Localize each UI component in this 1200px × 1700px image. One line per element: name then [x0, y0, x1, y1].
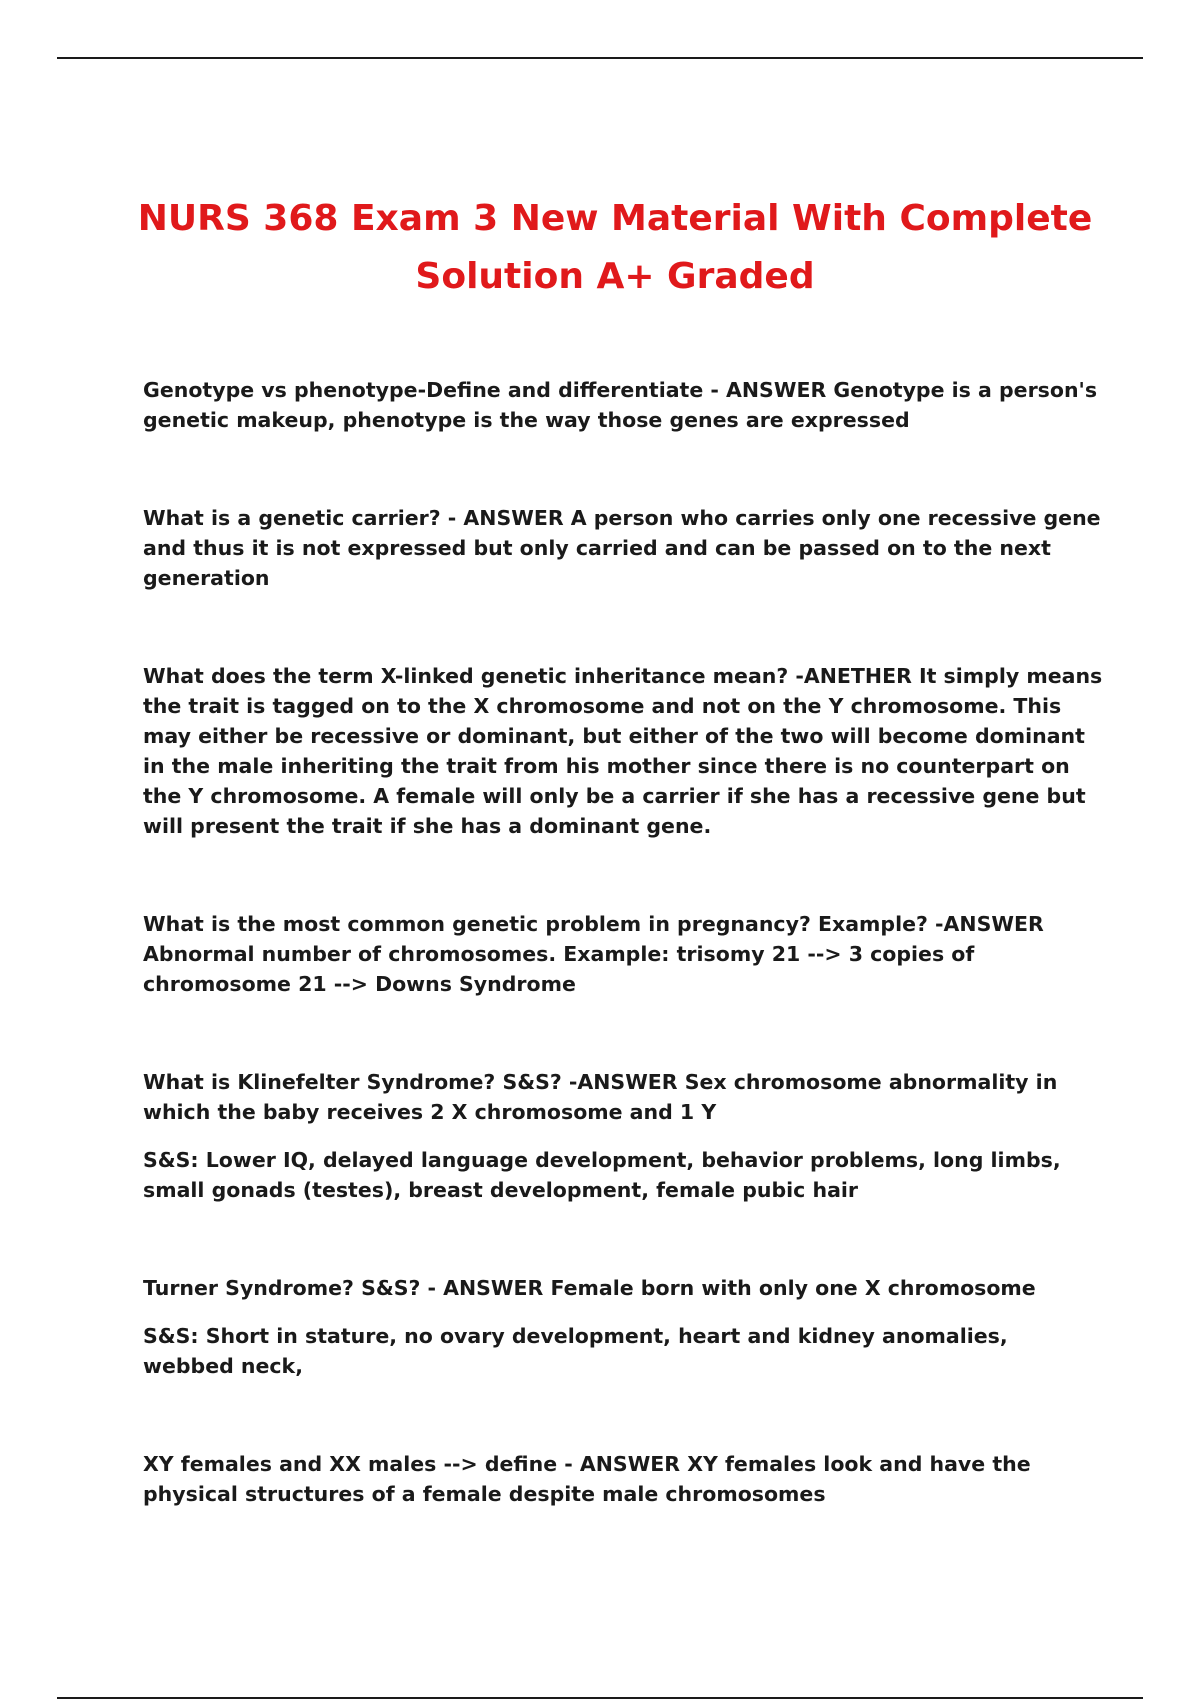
- qa-paragraph: XY females and XX males --> define - ANSWER XY females look and have the physical structures of a female despite male chromosomes: [143, 1452, 1031, 1506]
- qa-paragraph-signs-symptoms: S&S: Short in stature, no ovary development, heart and kidney anomalies, webbed neck,: [143, 1324, 1008, 1378]
- bottom-rule: [57, 1697, 1143, 1699]
- qa-item-genetic-carrier: [143, 503, 1103, 593]
- qa-paragraph: Genotype vs phenotype-Define and differentiate - ANSWER Genotype is a person's genetic makeup, phenotype is the way those genes are expressed: [143, 378, 1098, 432]
- qa-paragraph-signs-symptoms: S&S: Lower IQ, delayed language development, behavior problems, long limbs, small gonads (testes), breast development, female pubic hair: [143, 1148, 1061, 1202]
- qa-content: [143, 375, 1103, 1577]
- qa-item-turner: [143, 1273, 1103, 1381]
- title-line-2: Solution A+ Graded: [415, 256, 815, 297]
- qa-paragraph: What does the term X-linked genetic inheritance mean? -ANETHER It simply means the trait is tagged on to the X chromosome and not on the Y chromosome. This may either be recessive or dominant, but either of the two will become dominant in the male inheriting the trait from his mother since there is no counterpart on the Y chromosome. A female will only be a carrier if she has a recessive gene but will present the trait if she has a dominant gene.: [143, 664, 1103, 838]
- qa-paragraph: What is the most common genetic problem in pregnancy? Example? -ANSWER Abnormal number of chromosomes. Example: trisomy 21 --> 3 copies of chromosome 21 --> Downs Syndrome: [143, 912, 1044, 996]
- qa-item-x-linked: [143, 661, 1103, 841]
- qa-item-xy-females: [143, 1449, 1103, 1509]
- title-line-1: NURS 368 Exam 3 New Material With Complete: [137, 198, 1093, 239]
- qa-paragraph: What is Klinefelter Syndrome? S&S? -ANSWER Sex chromosome abnormality in which the baby receives 2 X chromosome and 1 Y: [143, 1070, 1058, 1124]
- document-title: [100, 190, 1130, 306]
- qa-paragraph: What is a genetic carrier? - ANSWER A person who carries only one recessive gene and thus it is not expressed but only carried and can be passed on to the next generation: [143, 506, 1101, 590]
- qa-item-klinefelter: [143, 1067, 1103, 1205]
- qa-item-common-genetic-problem: [143, 909, 1103, 999]
- top-rule: [57, 57, 1143, 59]
- qa-item-genotype: [143, 375, 1103, 435]
- qa-paragraph: Turner Syndrome? S&S? - ANSWER Female born with only one X chromosome: [143, 1276, 1036, 1300]
